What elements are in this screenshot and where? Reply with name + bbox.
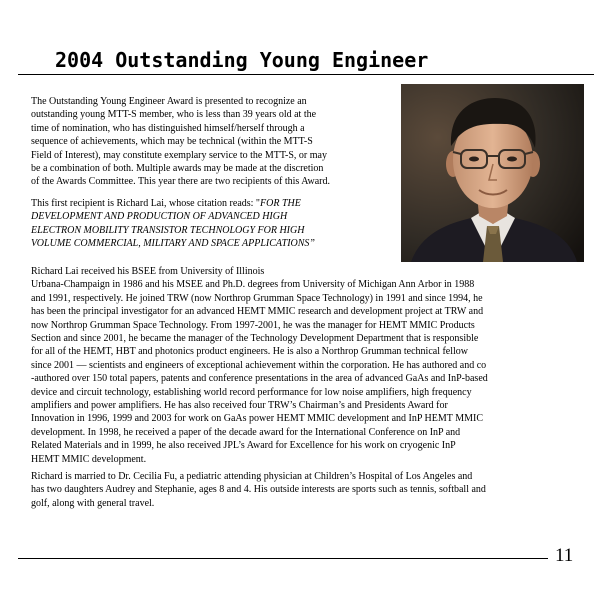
intro-line: Field of Interest), may constitute exemplary service to the MTT-S, or may — [31, 149, 327, 161]
intro-line: of the Awards Committee. This year there are two recipients of this Award. — [31, 176, 331, 188]
citation-paragraph — [31, 197, 584, 251]
biography-line: Urbana-Champaign in 1986 and his MSEE and Ph.D. degrees from University of Michigan Ann Arbor in 1988 — [31, 279, 475, 291]
biography-line: device and circuit technology, establishing world record performance for low noise amplifiers, high frequency — [31, 386, 472, 398]
biography-line: development. In 1998, he received a paper of the decade award for the International Conference on InP and — [31, 426, 461, 438]
family-paragraph — [31, 470, 584, 510]
page-title: 2004 Outstanding Young Engineer — [55, 48, 429, 72]
biography-line: Section and since 2001, he became the manager of the Technology Development Department that is responsible — [31, 333, 479, 345]
citation-line: VOLUME COMMERCIAL, MILITARY AND SPACE APPLICATIONS” — [31, 238, 315, 250]
biography-line: since 2001 — scientists and engineers of exceptional achievement within the corporation. He has authored and co — [31, 359, 487, 371]
intro-line: be a combination of both. Multiple awards may be made at the discretion — [31, 163, 324, 175]
footer-divider — [18, 558, 548, 559]
intro-line: The Outstanding Young Engineer Award is presented to recognize an — [31, 96, 307, 107]
intro-line: time of nomination, who has distinguished himself/herself through a — [31, 122, 305, 134]
family-line: golf, along with general travel. — [31, 497, 155, 509]
biography-line: Related Materials and in 1999, he also received JPL’s Award for Excellence for his work on cryogenic InP — [31, 440, 456, 452]
intro-line: sequence of achievements, which may be technical (within the MTT-S — [31, 136, 313, 148]
intro-paragraph — [31, 95, 584, 189]
citation-first-line — [31, 197, 584, 210]
biography-line: HEMT MMIC development. — [31, 453, 147, 465]
intro-line: outstanding young MTT-S member, who is less than 39 years old at the — [31, 109, 317, 121]
biography-line: now Northrop Grumman Space Technology. From 1997-2001, he was the manager for HEMT MMIC Products — [31, 319, 475, 331]
biography-line: Innovation in 1996, 1999 and 2003 for work on GaAs power HEMT MMIC development and InP HEMT MMIC — [31, 413, 483, 425]
family-line: has two daughters Audrey and Stephanie, ages 8 and 4. His outside interests are sports such as tennis, softball and — [31, 484, 486, 496]
biography-line: for all of the HEMT, HBT and photonics product engineers. He is also a Northrop Grumman technical fellow — [31, 346, 469, 358]
citation-lead: This first recipient is Richard Lai, whose citation reads: " — [31, 198, 261, 209]
biography-line: -authored over 150 total papers, patents and conference presentations in the area of advanced GaAs and InP-based — [31, 373, 488, 385]
biography-line: has been the principal investigator for an advanced HEMT MMIC research and development project at TRW and — [31, 306, 484, 318]
biography-line: and 1991, respectively. He joined TRW (now Northrop Grumman Space Technology) in 1991 and since 1994, he — [31, 292, 483, 304]
title-divider — [18, 74, 594, 75]
page-number: 11 — [555, 545, 574, 566]
citation-line: ELECTRON MOBILITY TRANSISTOR TECHNOLOGY FOR HIGH — [31, 224, 305, 236]
biography-line: amplifiers and power amplifiers. He has also received four TRW’s Chairman’s and Presidents Award for — [31, 400, 448, 412]
biography-paragraph — [31, 265, 584, 466]
biography-line: Richard Lai received his BSEE from University of Illinois — [31, 266, 265, 277]
citation-line: DEVELOPMENT AND PRODUCTION OF ADVANCED HIGH — [31, 211, 288, 223]
family-line: Richard is married to Dr. Cecilia Fu, a pediatric attending physician at Children’s Hospital of Los Angeles and — [31, 471, 473, 482]
citation-text: FOR THE — [260, 198, 301, 209]
